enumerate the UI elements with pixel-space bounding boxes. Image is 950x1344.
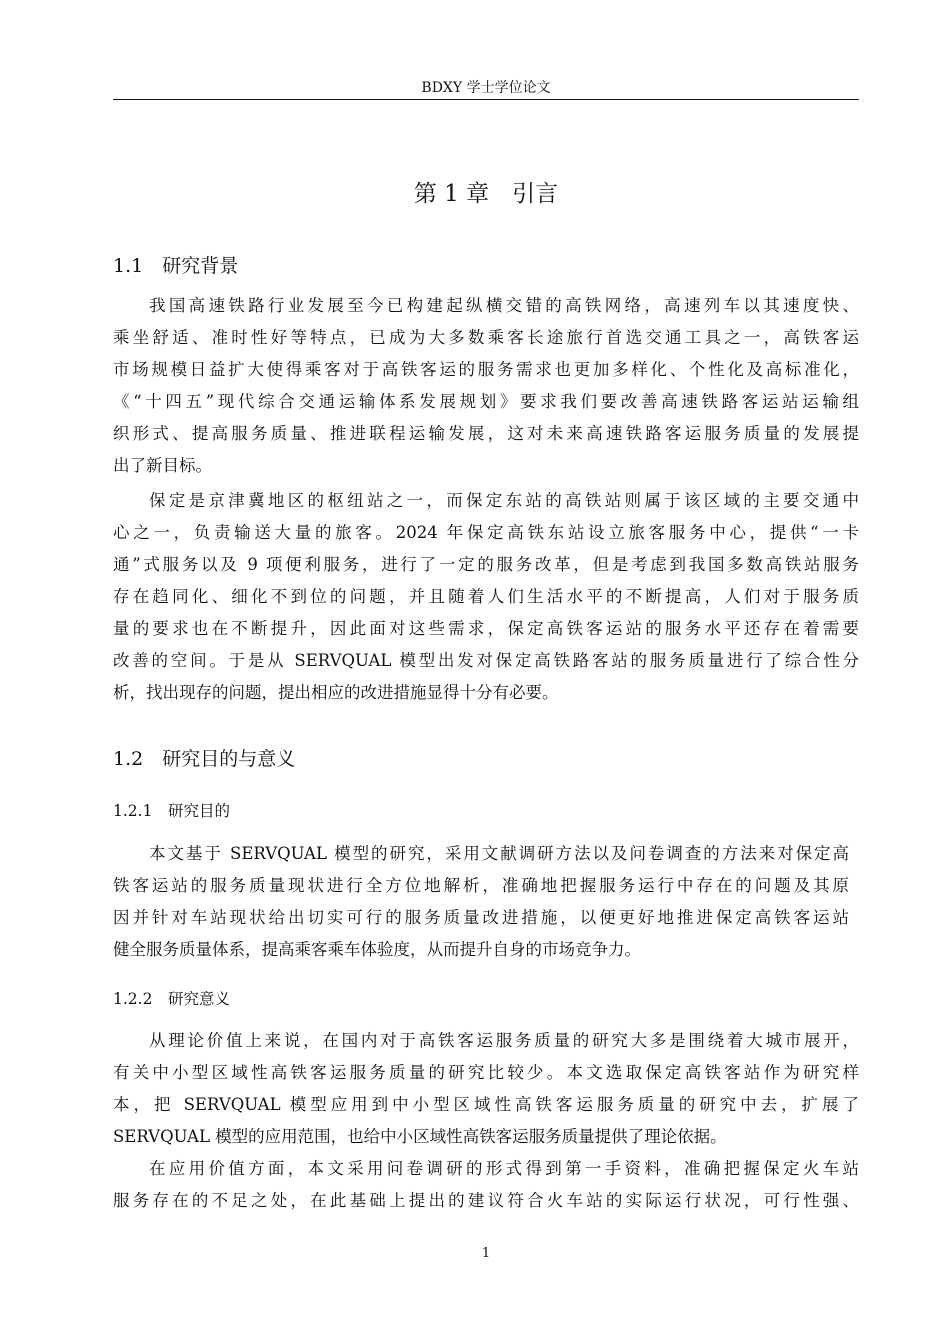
paragraph-background-1 — [113, 290, 859, 482]
paragraph-line: 量的要求也在不断提升，因此面对这些需求，保定高铁客运站的服务水平还存在着需要 — [113, 619, 859, 638]
paragraph-line: 出了新目标。 — [113, 456, 212, 475]
subsection-heading-1-2-1: 1.2.1 研究目的 — [113, 802, 230, 820]
paragraph-line: 健全服务质量体系，提高乘客乘车体验度，从而提升自身的市场竞争力。 — [113, 940, 641, 959]
paragraph-line: 本，把 SERVQUAL 模型应用到中小型区域性高铁客运服务质量的研究中去，扩展了 — [113, 1095, 859, 1114]
paragraph-line: 通”式服务以及 9 项便利服务，进行了一定的服务改革，但是考虑到我国多数高铁站服务 — [113, 555, 859, 574]
paragraph-line: 铁客运站的服务质量现状进行全方位地解析，准确地把握服务运行中存在的问题及其原 — [113, 876, 849, 895]
paragraph-line: 服务存在的不足之处，在此基础上提出的建议符合火车站的实际运行状况，可行性强、 — [113, 1191, 859, 1210]
subsection-heading-1-2-2: 1.2.2 研究意义 — [113, 990, 230, 1008]
page-number: 1 — [481, 1246, 491, 1261]
paragraph-line: 乘坐舒适、准时性好等特点，已成为大多数乘客长途旅行首选交通工具之一，高铁客运 — [113, 328, 859, 347]
paragraph-line: 织形式、提高服务质量、推进联程运输发展，这对未来高速铁路客运服务质量的发展提 — [113, 424, 859, 443]
paragraph-line: 改善的空间。于是从 SERVQUAL 模型出发对保定高铁路客站的服务质量进行了综合性分 — [113, 651, 859, 670]
paragraph-line: 市场规模日益扩大使得乘客对于高铁客运的服务需求也更加多样化、个性化及高标准化， — [113, 360, 859, 379]
paragraph-significance-2 — [113, 1153, 859, 1217]
paragraph-line: 心之一，负责输送大量的旅客。2024 年保定高铁东站设立旅客服务中心，提供“一卡 — [113, 523, 859, 542]
paragraph-significance-1 — [113, 1025, 859, 1153]
paragraph-background-2 — [113, 485, 859, 709]
paragraph-line: 从理论价值上来说，在国内对于高铁客运服务质量的研究大多是围绕着大城市展开， — [149, 1031, 859, 1050]
paragraph-line: 我国高速铁路行业发展至今已构建起纵横交错的高铁网络，高速列车以其速度快、 — [149, 296, 859, 315]
paragraph-line: 《“十四五”现代综合交通运输体系发展规划》要求我们要改善高速铁路客运站运输组 — [113, 392, 859, 411]
section-heading-1-2: 1.2 研究目的与意义 — [113, 748, 296, 770]
header-rule — [113, 99, 859, 100]
paragraph-line: 存在趋同化、细化不到位的问题，并且随着人们生活水平的不断提高，人们对于服务质 — [113, 587, 859, 606]
running-header: BDXY 学士学位论文 — [421, 80, 551, 96]
paragraph-line: 析，找出现存的问题，提出相应的改进措施显得十分有必要。 — [113, 683, 559, 702]
paragraph-line: 有关中小型区域性高铁客运服务质量的研究比较少。本文选取保定高铁客站作为研究样 — [113, 1063, 859, 1082]
chapter-title: 第 1 章 引言 — [413, 181, 559, 207]
paragraph-line: 在应用价值方面，本文采用问卷调研的形式得到第一手资料，准确把握保定火车站 — [149, 1159, 859, 1178]
paragraph-line: 本文基于 SERVQUAL 模型的研究，采用文献调研方法以及问卷调查的方法来对保定高 — [149, 844, 849, 863]
paragraph-purpose — [113, 838, 859, 966]
paragraph-line: 因并针对车站现状给出切实可行的服务质量改进措施，以便更好地推进保定高铁客运站 — [113, 908, 849, 927]
paragraph-line: SERVQUAL 模型的应用范围，也给中小区域性高铁客运服务质量提供了理论依据。 — [113, 1127, 727, 1146]
paragraph-line: 保定是京津冀地区的枢纽站之一，而保定东站的高铁站则属于该区域的主要交通中 — [149, 491, 859, 510]
section-heading-1-1: 1.1 研究背景 — [113, 255, 239, 277]
